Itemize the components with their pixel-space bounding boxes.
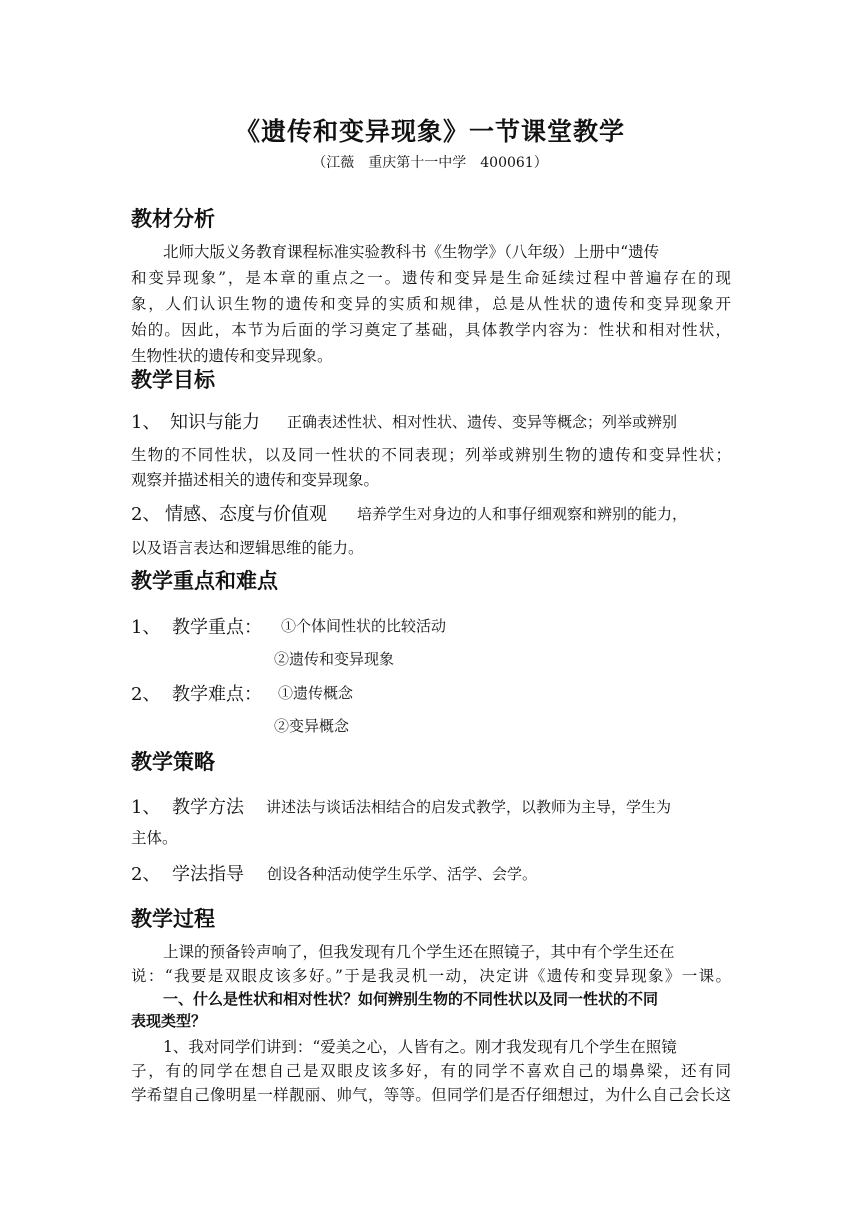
- question-heading: 一、什么是性状和相对性状？如何辨别生物的不同性状以及同一性状的不同: [163, 990, 659, 1008]
- document-title: 《遗传和变异现象》一节课堂教学: [234, 117, 625, 146]
- paragraph-line: 象，人们认识生物的遗传和变异的实质和规律，总是从性状的遗传和变异现象开: [131, 295, 731, 313]
- item-label-study-guide: 学法指导: [172, 864, 244, 885]
- item-label-emotion: 情感、态度与价值观: [165, 504, 327, 525]
- item-text: ②变异概念: [274, 717, 350, 735]
- item-text: ②遗传和变异现象: [274, 650, 395, 668]
- list-number: 1、: [131, 797, 161, 818]
- list-number: 2、: [131, 864, 161, 885]
- item-text: ①个体间性状的比较活动: [281, 617, 447, 635]
- paragraph-line: 始的。因此，本节为后面的学习奠定了基础，具体教学内容为：性状和相对性状，: [131, 321, 731, 339]
- item-continued: 以及语言表达和逻辑思维的能力。: [131, 539, 364, 557]
- list-number: 2、: [131, 504, 161, 525]
- question-heading: 表现类型？: [131, 1012, 207, 1030]
- item-text: ①遗传概念: [278, 684, 354, 702]
- item-label-difficulty: 教学难点：: [172, 684, 262, 705]
- list-number: 2、: [131, 684, 161, 705]
- paragraph-line: 学希望自己像明星一样靓丽、帅气，等等。但同学们是否仔细想过，为什么自己会长这: [131, 1086, 731, 1104]
- paragraph-line: 说：“我要是双眼皮该多好。”于是我灵机一动，决定讲《遗传和变异现象》一课。: [131, 967, 731, 985]
- item-continued: 主体。: [131, 829, 178, 847]
- item-text: 创设各种活动使学生乐学、活学、会学。: [267, 865, 538, 883]
- list-number: 1、: [131, 412, 161, 433]
- section-heading-process: 教学过程: [131, 907, 215, 931]
- paragraph-line: 1、我对同学们讲到：“爱美之心，人皆有之。刚才我发现有几个学生在照镜: [163, 1038, 677, 1056]
- section-heading-key-points: 教学重点和难点: [131, 569, 278, 593]
- item-label-knowledge: 知识与能力: [170, 412, 260, 433]
- paragraph-line: 和变异现象”，是本章的重点之一。遗传和变异是生命延续过程中普遍存在的现: [131, 269, 731, 287]
- paragraph-line: 子，有的同学在想自己是双眼皮该多好，有的同学不喜欢自己的塌鼻梁，还有同: [131, 1062, 731, 1080]
- author-line: （江薇 重庆第十一中学 400061）: [312, 155, 548, 171]
- paragraph-line: 生物性状的遗传和变异现象。: [131, 347, 333, 365]
- list-number: 1、: [131, 617, 161, 638]
- item-label-focus: 教学重点：: [172, 617, 262, 638]
- section-heading-strategy: 教学策略: [131, 750, 215, 774]
- item-continued: 生物的不同性状，以及同一性状的不同表现；列举或辨别生物的遗传和变异性状；: [131, 446, 731, 464]
- section-heading-teaching-goals: 教学目标: [131, 368, 215, 392]
- item-label-method: 教学方法: [172, 797, 244, 818]
- item-text: 讲述法与谈话法相结合的启发式教学，以教师为主导，学生为: [266, 798, 672, 816]
- item-text: 正确表述性状、相对性状、遗传、变异等概念；列举或辨别: [287, 413, 678, 431]
- item-text: 培养学生对身边的人和事仔细观察和辨别的能力，: [357, 505, 688, 523]
- paragraph-line: 北师大版义务教育课程标准实验教科书《生物学》（八年级）上册中“遗传: [163, 243, 660, 261]
- section-heading-material-analysis: 教材分析: [131, 207, 215, 231]
- item-continued: 观察并描述相关的遗传和变异现象。: [131, 471, 380, 489]
- paragraph-line: 上课的预备铃声响了，但我发现有几个学生还在照镜子，其中有个学生还在: [163, 943, 675, 961]
